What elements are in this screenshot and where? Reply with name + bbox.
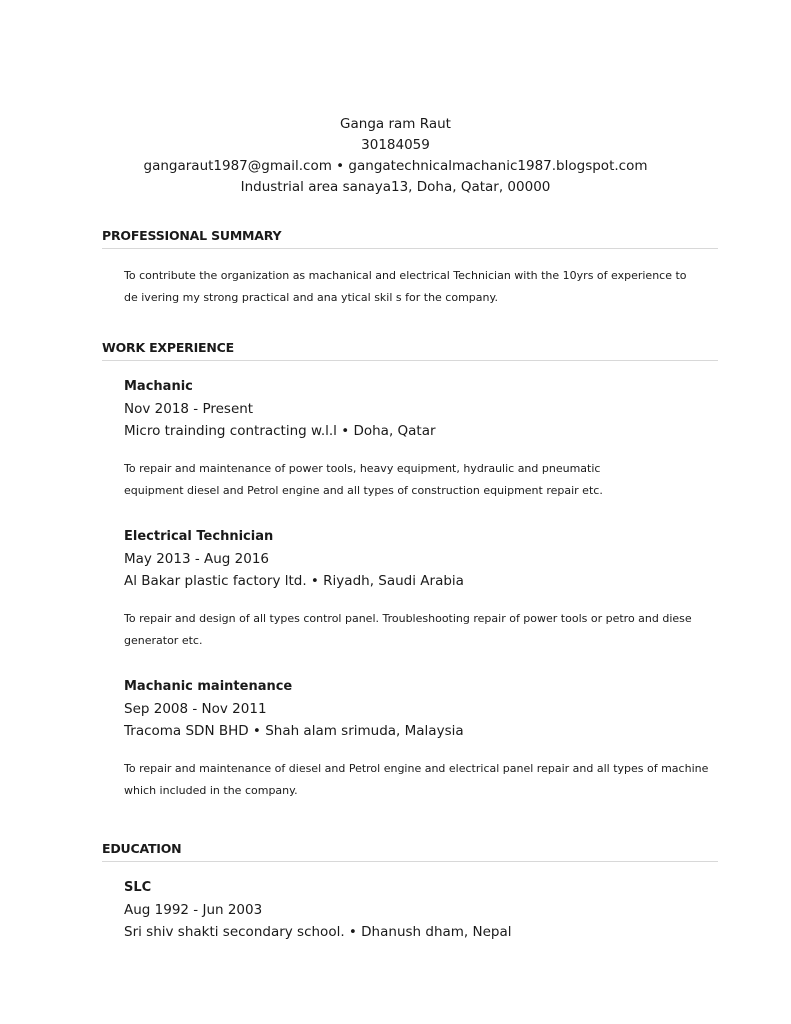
summary-text: To contribute the organization as machanical and electrical Technician with the 10yrs of experience to de ivering my strong practical and ana ytical skil s for the company.: [124, 269, 687, 304]
section-heading-experience: WORK EXPERIENCE: [102, 338, 718, 361]
job-company: Tracoma SDN BHD • Shah alam srimuda, Malaysia: [124, 723, 464, 739]
job-dates: May 2013 - Aug 2016: [124, 551, 270, 567]
job-entry: [102, 676, 718, 802]
job-dates: Sep 2008 - Nov 2011: [124, 701, 267, 717]
contact-links: gangaraut1987@gmail.com • gangatechnicalmachanic1987.blogspot.com: [143, 158, 648, 174]
education-title: SLC: [124, 880, 152, 895]
job-entry: [102, 376, 718, 502]
candidate-name: Ganga ram Raut: [340, 116, 451, 132]
job-entry: [102, 526, 718, 652]
job-title: Machanic: [124, 379, 193, 394]
education-school: Sri shiv shakti secondary school. • Dhanush dham, Nepal: [124, 924, 512, 940]
job-description: To repair and maintenance of power tools, heavy equipment, hydraulic and pneumatic equipment diesel and Petrol engine and all types of construction equipment repair etc.: [124, 462, 603, 497]
job-company: Micro trainding contracting w.l.l • Doha, Qatar: [124, 423, 436, 439]
education-dates: Aug 1992 - Jun 2003: [124, 902, 263, 918]
job-company: Al Bakar plastic factory ltd. • Riyadh, Saudi Arabia: [124, 573, 464, 589]
job-title: Machanic maintenance: [124, 679, 293, 694]
job-title: Electrical Technician: [124, 529, 274, 544]
resume-body: [102, 0, 718, 943]
section-heading-education: EDUCATION: [102, 839, 718, 862]
phone-number: 30184059: [361, 137, 430, 153]
section-heading-summary: PROFESSIONAL SUMMARY: [102, 226, 718, 249]
job-dates: Nov 2018 - Present: [124, 401, 254, 417]
job-description: To repair and design of all types control panel. Troubleshooting repair of power tools or petro and diese generator etc.: [124, 612, 692, 647]
job-description: To repair and maintenance of diesel and Petrol engine and electrical panel repair and all types of machine which included in the company.: [124, 762, 709, 797]
address: Industrial area sanaya13, Doha, Qatar, 00000: [240, 179, 551, 195]
education-entry: [102, 877, 718, 943]
